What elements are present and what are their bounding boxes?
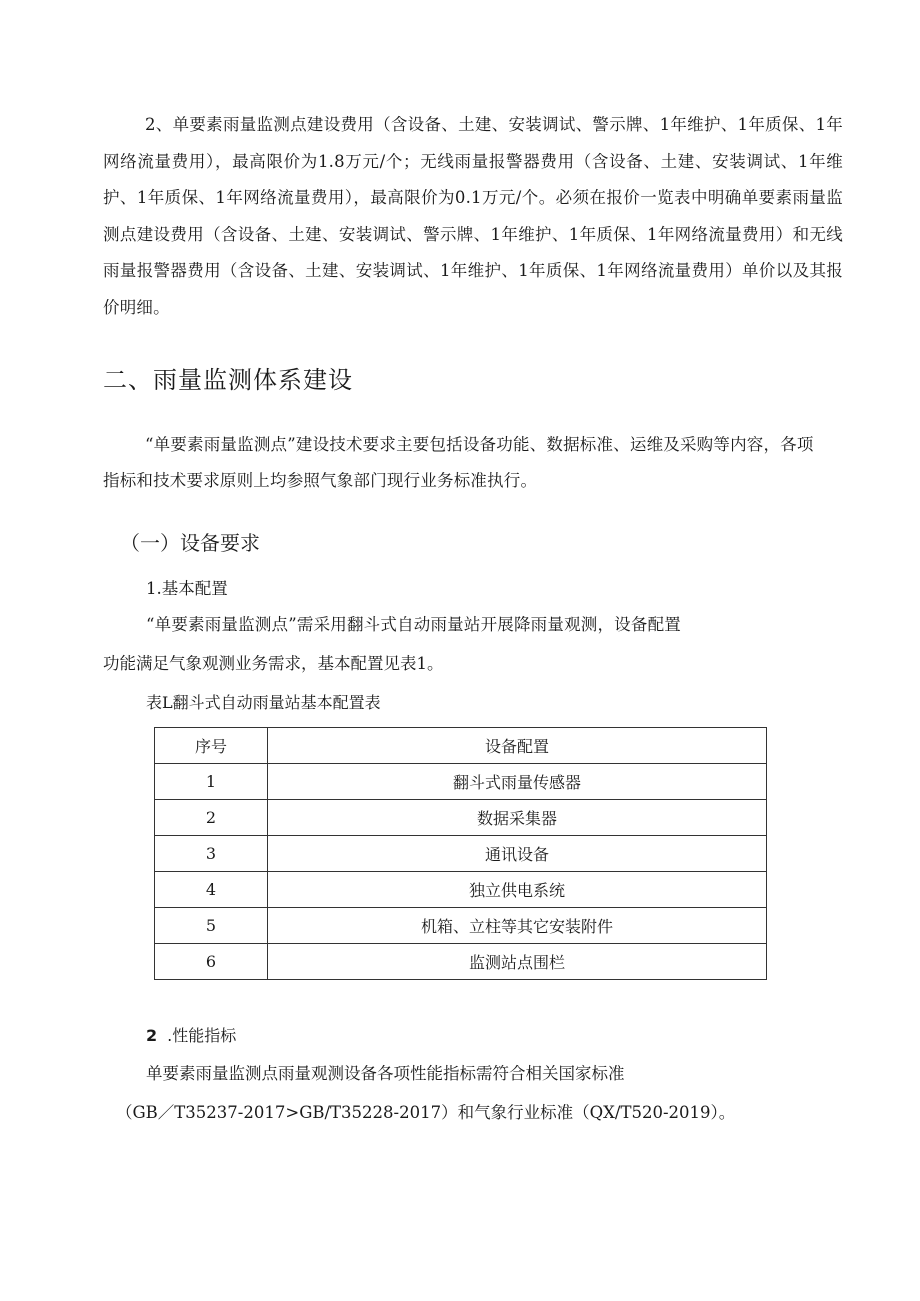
subsection-heading-equipment: （一）设备要求 [120, 531, 260, 555]
row-config: 独立供电系统 [268, 872, 767, 908]
section-heading-rainfall-system: 二、雨量监测体系建设 [103, 366, 353, 394]
performance-paragraph-line1: 单要素雨量监测点雨量观测设备各项性能指标需符合相关国家标准 [146, 1064, 625, 1083]
row-config: 数据采集器 [268, 800, 767, 836]
row-index: 3 [155, 836, 268, 872]
section-intro-paragraph: “单要素雨量监测点”建设技术要求主要包括设备功能、数据标准、运维及采购等内容，各项指标和技术要求原则上均参照气象部门现行业务标准执行。 [103, 435, 814, 490]
header-config: 设备配置 [268, 728, 767, 764]
item-number: 2 [146, 1026, 158, 1045]
item-heading-basic-config: 1.基本配置 [146, 579, 228, 598]
config-table [154, 727, 767, 980]
basic-config-paragraph-line1: “单要素雨量监测点”需采用翻斗式自动雨量站开展降雨量观测，设备配置 [146, 615, 681, 634]
row-config: 通讯设备 [268, 836, 767, 872]
row-index: 1 [155, 764, 268, 800]
cost-paragraph: 2、单要素雨量监测点建设费用（含设备、土建、安装调试、警示牌、1年维护、1年质保、1年网络流量费用），最高限价为1.8万元/个；无线雨量报警器费用（含设备、土建、安装调试、1年维护、1年质保、1年网络流量费用），最高限价为0.1万元/个。必须在报价一览表中明确单要素雨量监测点建设费用（含设备、土建、安装调试、警示牌、1年维护、1年质保、1年网络流量费用）和无线雨量报警器费用（含设备、土建、安装调试、1年维护、1年质保、1年网络流量费用）单价以及其报价明细。 [103, 115, 843, 317]
table-caption: 表L翻斗式自动雨量站基本配置表 [146, 693, 381, 712]
row-index: 6 [155, 944, 268, 980]
row-index: 4 [155, 872, 268, 908]
table-row [155, 836, 767, 872]
row-config: 翻斗式雨量传感器 [268, 764, 767, 800]
item-title: .性能指标 [167, 1026, 237, 1045]
table-row [155, 800, 767, 836]
header-index: 序号 [155, 728, 268, 764]
table-header-row [155, 728, 767, 764]
row-index: 2 [155, 800, 268, 836]
performance-paragraph-line2: （GB／T35237-2017>GB/T35228-2017）和气象行业标准（QX/T520-2019）。 [116, 1103, 736, 1122]
table-row [155, 908, 767, 944]
item-heading-performance [146, 1023, 236, 1046]
row-index: 5 [155, 908, 268, 944]
row-config: 机箱、立柱等其它安装附件 [268, 908, 767, 944]
table-row [155, 764, 767, 800]
table-row [155, 944, 767, 980]
table-row [155, 872, 767, 908]
basic-config-paragraph-line2: 功能满足气象观测业务需求，基本配置见表1。 [103, 654, 444, 673]
row-config: 监测站点围栏 [268, 944, 767, 980]
